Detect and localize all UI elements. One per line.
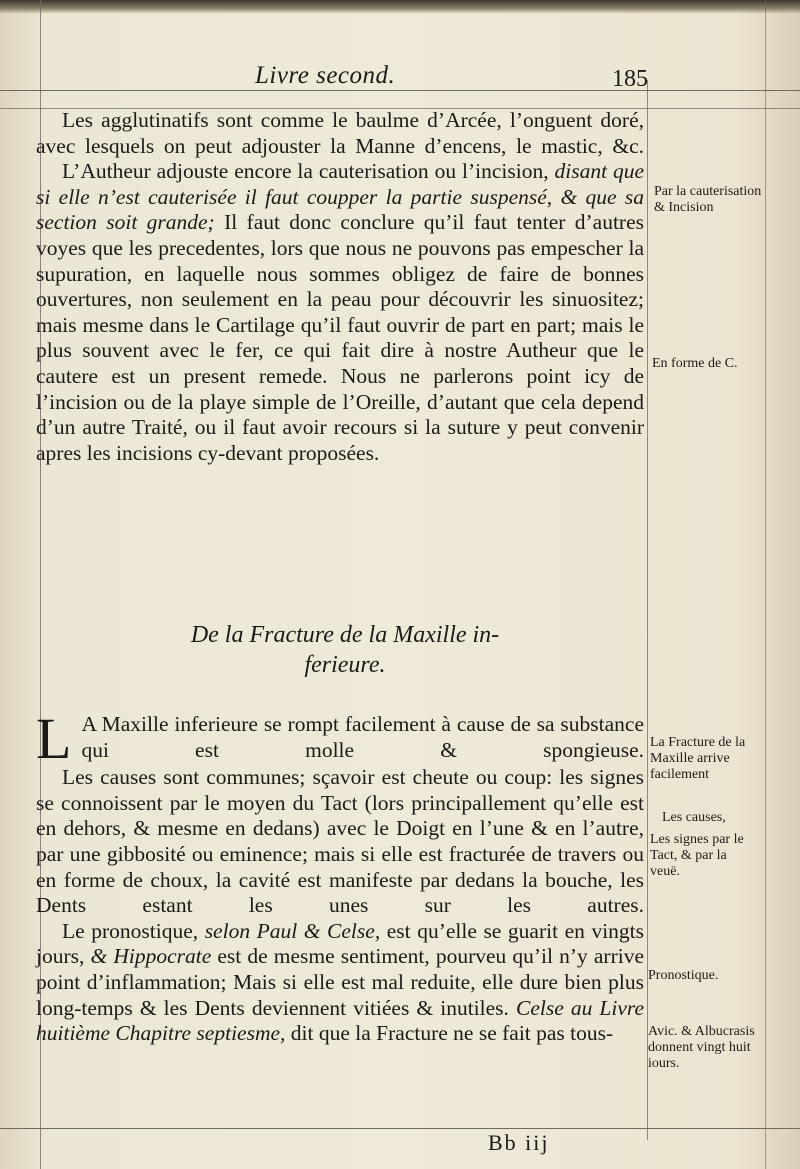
pronostique-authors: selon Paul & Celse,: [204, 918, 381, 943]
margin-note-fracture: La Fracture de la Maxille arrive facilement: [650, 735, 746, 782]
page-number: 185: [612, 66, 648, 92]
section-heading: [120, 620, 570, 680]
section-heading-line1: De la Fracture de la Maxille in-: [190, 622, 500, 648]
outer-margin-rule: [765, 0, 766, 1169]
paragraph-cauterisation: [36, 159, 644, 466]
margin-note-avicenne: Avic. & Albucrasis donnent vingt huit iours.: [648, 1024, 755, 1071]
paragraph-agglutinatifs: Les agglutinatifs sont comme le baulme d’Arcée, l’onguent doré, avec lesquels on peut adjouster la Manne d’encens, le mastic, &c.: [36, 108, 644, 158]
pronostique-celse-ref: Celse au Livre huitième Chapitre septiesme,: [36, 995, 644, 1046]
header-rule: [0, 90, 800, 91]
page-top-shadow: [0, 0, 800, 14]
paragraph-maxille: [36, 706, 644, 771]
paragraph-maxille-text: A Maxille inferieure se rompt facilement à cause de sa substance qui est molle & spongieuse.: [81, 712, 644, 762]
text-block-lower: [36, 706, 645, 1047]
pronostique-hippocrate: & Hippocrate: [90, 944, 212, 969]
drop-capital: L: [36, 706, 72, 771]
paragraph-cauterisation-start: L’Autheur adjouste encore la cauterisation ou l’incision,: [62, 159, 549, 184]
pronostique-text-c: est qu’elle se guarit en vingts jours,: [36, 918, 645, 969]
running-head: Livre second.: [255, 62, 396, 89]
text-block-upper: [36, 108, 644, 466]
pronostique-text-a: Le pronostique,: [62, 918, 199, 943]
margin-note-pronostique: Pronostique.: [648, 968, 719, 983]
margin-note-causes: Les causes,: [662, 810, 726, 825]
paragraph-pronostique: [36, 919, 644, 1047]
pronostique-text-e: est de mesme sentiment, pourveu qu’il n’y arrive point d’inflammation; Mais si elle est mal reduite, elle dure bien plus long-temps & les Dents deviennent vitiées & inutiles.: [36, 944, 644, 1020]
paragraph-causes: Les causes sont communes; sçavoir est cheute ou coup: les signes se connoissent par le moyen du Tact (lors principallement qu’elle est en dehors, & mesme en dedans) avec le Doigt en l’une & en l’autre, par une gibbosité ou eminence; mais si elle est fracturée de travers ou en forme de choux, la cavité est manifeste par dedans la bouche, les Dents estant les unes sur les autres.: [36, 765, 644, 918]
footer-rule: [0, 1128, 800, 1129]
signature-mark: Bb iij: [488, 1130, 550, 1155]
paragraph-cauterisation-quote: disant que si elle n’est cauterisée il faut coupper la partie suspensé, & que sa section soit grande;: [36, 159, 645, 235]
margin-note-cauterisation: Par la cauterisation & Incision: [654, 184, 762, 215]
pronostique-text-g: dit que la Fracture ne se fait pas tous-: [290, 1021, 614, 1046]
paragraph-cauterisation-end: Il faut donc conclure qu’il faut tenter d’autres voyes que les precedentes, lors que nous ne pouvons pas empescher la supuration, en laquelle nous sommes obligez de faire de bonnes ouvertures, non seulement en la peau pour découvrir les sinuositez; mais mesme dans le Cartilage qu’il faut ouvrir de part en part; mais le plus souvent avec le fer, ce qui fait dire à nostre Autheur que le cautere est un present remede. Nous ne parlerons point icy de l’incision ou de la playe simple de l’Oreille, d’autant que cela depend d’un autre Traité, ou il faut avoir recours si la suture y peut convenir apres les incisions cy-devant proposées.: [36, 210, 644, 465]
margin-note-signes: Les signes par le Tact, & par la veuë.: [650, 832, 744, 879]
section-heading-line2: ferieure.: [304, 652, 386, 678]
margin-note-forme: En forme de C.: [652, 356, 738, 371]
